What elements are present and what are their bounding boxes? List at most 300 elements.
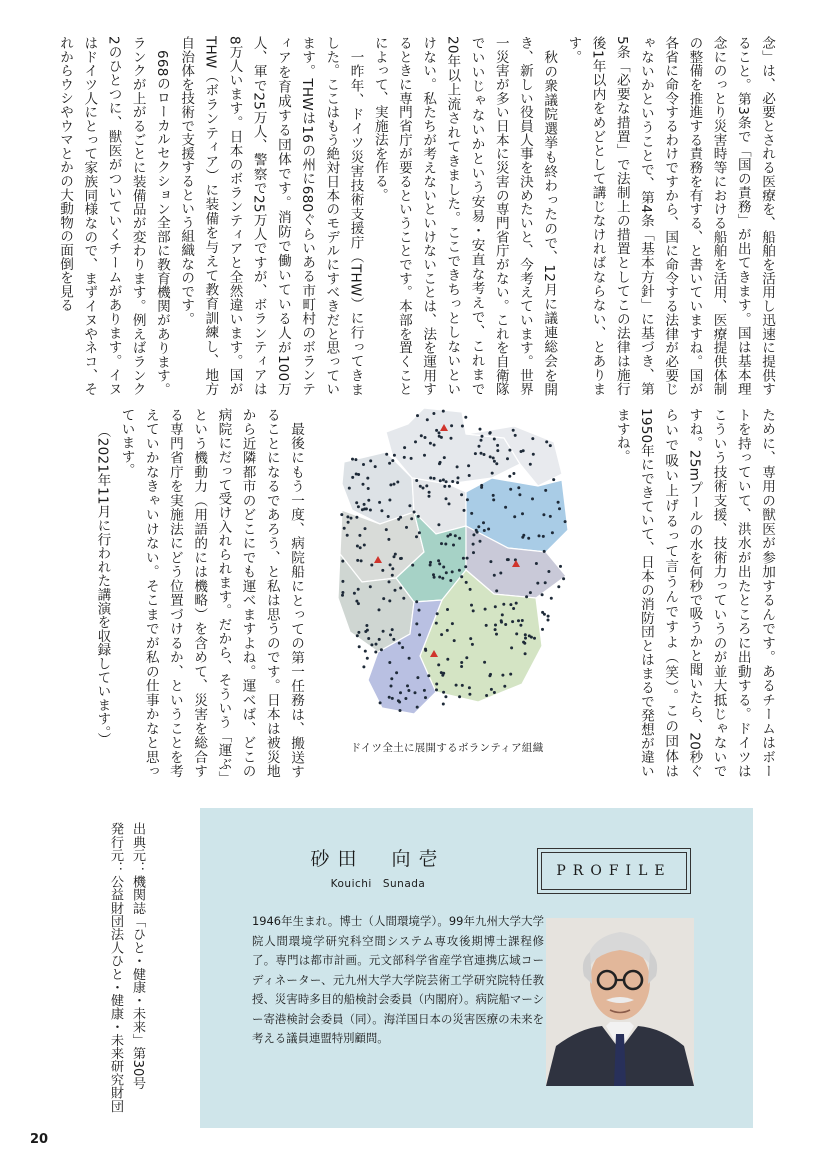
map-location-dot [435,683,438,686]
map-location-dot [382,630,385,633]
profile-label: PROFILE [537,848,691,894]
map-location-dot [399,557,402,560]
map-location-dot [366,657,369,660]
map-location-dot [474,452,477,455]
map-location-dot [408,504,411,507]
map-location-dot [364,527,367,530]
map-location-dot [495,633,498,636]
map-location-dot [416,414,419,417]
map-location-dot [405,526,408,529]
map-location-dot [446,608,449,611]
map-location-dot [389,633,392,636]
map-location-dot [517,619,520,622]
map-location-dot [353,592,356,595]
map-location-dot [374,651,377,654]
map-location-dot [423,454,426,457]
map-location-dot [508,475,511,478]
map-location-dot [357,505,360,508]
map-location-dot [544,581,547,584]
map-location-dot [456,465,459,468]
map-location-dot [496,449,499,452]
map-location-dot [446,629,449,632]
map-location-dot [351,476,354,479]
map-location-dot [456,481,459,484]
map-location-dot [547,615,550,618]
map-location-dot [487,528,490,531]
map-location-dot [398,642,401,645]
map-location-dot [452,544,455,547]
map-location-dot [379,701,382,704]
map-location-dot [437,559,440,562]
map-location-dot [375,643,378,646]
map-location-dot [438,431,441,434]
map-location-dot [483,661,486,664]
map-location-dot [493,574,496,577]
map-location-dot [489,455,492,458]
map-location-dot [381,569,384,572]
map-location-dot [362,483,365,486]
map-location-dot [438,462,441,465]
map-location-dot [366,477,369,480]
map-location-dot [541,593,544,596]
map-location-dot [404,697,407,700]
map-location-dot [547,619,550,622]
map-location-dot [357,473,360,476]
map-location-dot [493,691,496,694]
page-number: 20 [30,1132,49,1147]
map-location-dot [509,603,512,606]
map-location-dot [351,458,354,461]
map-location-dot [401,646,404,649]
map-location-dot [378,638,381,641]
map-location-dot [549,444,552,447]
map-location-dot [367,487,370,490]
map-location-dot [399,691,402,694]
map-location-dot [441,577,444,580]
map-location-dot [446,658,449,661]
map-location-dot [433,576,436,579]
map-location-dot [440,542,443,545]
map-location-dot [480,439,483,442]
map-location-dot [512,429,515,432]
map-location-dot [359,546,362,549]
map-location-dot [358,534,361,537]
map-location-dot [394,553,397,556]
map-location-dot [480,452,483,455]
map-location-dot [399,709,402,712]
map-location-dot [355,600,358,603]
map-location-dot [423,689,426,692]
map-location-dot [424,696,427,699]
map-location-dot [362,463,365,466]
map-location-dot [366,629,369,632]
map-location-dot [418,609,421,612]
map-location-dot [489,560,492,563]
source-publication: 出典元：機関誌「ひと・健康・未来」第30号 [130,822,145,1090]
map-location-dot [399,587,402,590]
map-location-dot [466,498,469,501]
map-location-dot [418,633,421,636]
map-location-dot [547,570,550,573]
map-location-dot [521,619,524,622]
lecture-credit: （2021年11月に行われた講演を収録しています。） [94,424,111,747]
map-location-dot [388,580,391,583]
map-location-dot [488,674,491,677]
map-location-dot [435,688,438,691]
map-location-dot [509,673,512,676]
map-location-dot [533,637,536,640]
map-location-dot [524,652,527,655]
map-location-dot [398,701,401,704]
map-location-dot [369,509,372,512]
paragraph: 秋の衆議院選挙も終わったので、12月に議連総会を開き、新しい役員人事を決めたいと、今考えています。世界一災害が多い日本に災害の専門省庁がない。これを自衛隊でいいじゃないかという安易・安直な考えで、これまで20年以上流されてきました。ここできちっとしないといけない。私たちが考えないといけないことは、法を運用するときに専門省庁が要るということです。本部を置くことによって、実施法を作る。 [371,36,558,396]
map-location-dot [443,485,446,488]
map-location-dot [392,638,395,641]
map-location-dot [503,685,506,688]
map-location-dot [450,437,453,440]
map-location-dot [388,661,391,664]
map-location-dot [410,517,413,520]
map-location-dot [436,612,439,615]
map-location-dot [495,462,498,465]
map-location-dot [477,525,480,528]
map-location-dot [468,693,471,696]
map-location-dot [341,591,344,594]
map-location-dot [393,483,396,486]
map-location-dot [451,570,454,573]
map-location-dot [458,695,461,698]
map-location-dot [341,594,344,597]
map-location-dot [420,434,423,437]
map-location-dot [467,464,470,467]
map-location-dot [491,472,494,475]
author-photo [546,918,694,1086]
map-location-dot [549,515,552,518]
map-location-dot [354,458,357,461]
map-location-dot [472,609,475,612]
map-location-dot [485,694,488,697]
map-location-dot [393,454,396,457]
map-location-dot [395,671,398,674]
map-location-dot [429,476,432,479]
map-location-dot [411,564,414,567]
map-location-dot [370,643,373,646]
map-location-dot [437,523,440,526]
map-location-dot [460,661,463,664]
map-location-dot [445,480,448,483]
map-location-dot [413,511,416,514]
map-location-dot [494,605,497,608]
map-location-dot [341,560,344,563]
map-location-dot [501,613,504,616]
map-location-dot [350,517,353,520]
map-location-dot [433,444,436,447]
map-location-dot [424,436,427,439]
map-location-dot [391,574,394,577]
map-location-dot [450,424,453,427]
paragraph: 最後にもう一度、病院船にとっての第一任務は、搬送することになるであろう、と私は思うのです。日本は被災地から近隣都市のどこにでも運べますよね。運べば、どこの病院にだって受け入れられます。だから、そういう「運ぶ」という機動力（用語的には機略）を含めて、災害を総合する専門省庁を実施法にどう位置づけるか、ということを考えていかなきゃいけない。そこまでが私の仕事かなと思っています。 [118,408,304,778]
map-location-dot [443,456,446,459]
map-location-dot [369,585,372,588]
map-caption: ドイツ全土に展開するボランティア組織 [350,742,544,754]
map-location-dot [391,459,394,462]
map-location-dot [557,585,560,588]
map-location-dot [355,516,358,519]
map-location-dot [414,691,417,694]
map-location-dot [419,485,422,488]
map-location-dot [494,624,497,627]
map-location-dot [388,599,391,602]
map-location-dot [483,453,486,456]
map-location-dot [355,501,358,504]
map-location-dot [469,637,472,640]
map-location-dot [433,477,436,480]
map-location-dot [460,575,463,578]
map-location-dot [493,438,496,441]
map-location-dot [504,506,507,509]
map-location-dot [502,603,505,606]
article-text-middle-left [90,408,308,778]
map-location-dot [365,624,368,627]
map-location-dot [479,428,482,431]
author-name-romaji: Kouichi Sunada [330,878,426,890]
map-location-dot [462,557,465,560]
map-location-dot [387,538,390,541]
map-location-dot [394,589,397,592]
map-location-dot [470,604,473,607]
map-location-dot [461,425,464,428]
map-location-dot [471,643,474,646]
map-location-dot [369,459,372,462]
map-location-dot [346,515,349,518]
author-bio: 1946年生まれ。博士（人間環境学）。99年九州大学大学院人間環境学研究科空間システム専攻後期博士課程修了。専門は都市計画。元文部科学省産学官連携広域コーディネーター、元九州大学大学院芸術工学研究院特任教授、災害時多目的船検討会委員（内閣府）。病院船マーシー寄港検討会委員（同）。海洋国日本の災害医療の未来を考える議員連盟特別顧問。 [252,914,544,1045]
map-location-dot [460,493,463,496]
map-location-dot [512,607,515,610]
map-location-dot [357,602,360,605]
map-location-dot [492,498,495,501]
map-location-dot [519,624,522,627]
map-location-dot [442,478,445,481]
map-location-dot [429,561,432,564]
map-location-dot [387,515,390,518]
map-location-dot [389,563,392,566]
map-location-dot [378,501,381,504]
map-location-dot [341,580,344,583]
map-location-dot [529,463,532,466]
article-text-top [44,36,779,396]
map-location-dot [558,507,561,510]
map-location-dot [544,489,547,492]
map-location-dot [365,507,368,510]
map-location-dot [527,537,530,540]
profile-box [200,808,753,1128]
map-location-dot [415,622,418,625]
map-location-dot [481,435,484,438]
map-location-dot [507,558,510,561]
map-location-dot [515,632,518,635]
map-location-dot [454,534,457,537]
map-location-dot [444,695,447,698]
map-location-dot [482,521,485,524]
map-location-dot [425,484,428,487]
map-location-dot [442,703,445,706]
map-location-dot [367,499,370,502]
article-text-middle-right [579,408,779,778]
map-location-dot [512,472,515,475]
map-location-dot [493,460,496,463]
map-location-dot [513,515,516,518]
map-location-dot [514,434,517,437]
map-location-dot [559,565,562,568]
map-location-dot [492,457,495,460]
map-location-dot [385,528,388,531]
map-location-dot [509,488,512,491]
map-location-dot [385,453,388,456]
map-location-dot [461,684,464,687]
map-location-dot [432,412,435,415]
map-location-dot [406,684,409,687]
map-location-dot [483,529,486,532]
map-location-dot [356,559,359,562]
map-location-dot [416,706,419,709]
map-location-dot [523,642,526,645]
map-location-dot [490,688,493,691]
map-location-dot [524,633,527,636]
map-location-dot [416,676,419,679]
map-location-dot [393,555,396,558]
map-location-dot [410,457,413,460]
map-location-dot [525,595,528,598]
map-location-dot [429,564,432,567]
map-location-dot [340,513,343,516]
map-location-dot [484,608,487,611]
map-location-dot [522,449,525,452]
map-location-dot [390,677,393,680]
map-location-dot [506,457,509,460]
map-location-dot [535,562,538,565]
map-location-dot [449,579,452,582]
map-location-dot [364,650,367,653]
map-location-dot [504,623,507,626]
map-location-dot [449,533,452,536]
map-location-dot [343,527,346,530]
map-location-dot [468,474,471,477]
map-location-dot [356,545,359,548]
germany-map-figure [316,402,578,758]
map-location-dot [426,418,429,421]
map-location-dot [415,600,418,603]
map-location-dot [429,442,432,445]
map-location-dot [396,481,399,484]
map-location-dot [475,529,478,532]
map-location-dot [453,639,456,642]
map-location-dot [439,479,442,482]
map-location-dot [543,550,546,553]
map-location-dot [417,515,420,518]
map-location-dot [496,444,499,447]
map-location-dot [464,565,467,568]
map-location-dot [357,588,360,591]
map-location-dot [435,622,438,625]
map-location-dot [403,446,406,449]
map-location-dot [564,520,567,523]
map-location-dot [380,648,383,651]
paragraph: 念」は、必要とされる医療を、船舶を活用し迅速に提供すること。第3条で「国の責務」が出てきます。国は基本理念にのっとり災害時等における船舶を活用、医療提供体制の整備を推進する責務を有する、と書いていますね。国が各省に命令するわけですから、国に命令する法律が必要じゃないかということで、第4条「基本方針」に基づき、第5条「必要な措置」で法制上の措置としてこの法律は施行後1年以内をめどとして講じなければならない、とあります。 [565,36,775,396]
map-location-dot [468,686,471,689]
map-location-dot [485,624,488,627]
map-location-dot [442,410,445,413]
map-location-dot [458,537,461,540]
map-location-dot [542,535,545,538]
map-location-dot [428,495,431,498]
map-location-dot [440,633,443,636]
paragraph: 一昨年、ドイツ災害技術支援庁（THW）に行ってきました。ここはもう絶対日本のモデルにすべきだと思っています。THWは16の州に680ぐらいある市町村のボランティアを育成する団体です。消防で働いている人が100万人、軍で25万人、警察で25万人ですが、ボランティアは8万人います。日本のボランティアと全然違います。国がTHW（ボランティア）に装備を与えて教育訓練し、地方自治体を技術で支援するという組織なのです。 [178,36,364,396]
map-location-dot [424,648,427,651]
paragraph: 668のローカルセクション全部に教育機関があります。ランクが上がるごとに装備品が変わります。例えばランク2のひとつに、獣医がついていくチームがあります。イヌはドイツ人にとって家族同様なので、まずイヌやネコ、それからウシやウマとかの大動物の面倒を見る [57,36,170,396]
map-location-dot [442,566,445,569]
map-location-dot [492,494,495,497]
map-location-dot [465,581,468,584]
map-location-dot [390,685,393,688]
map-location-dot [422,487,425,490]
map-location-dot [361,508,364,511]
map-location-dot [438,435,441,438]
map-location-dot [457,476,460,479]
map-location-dot [530,636,533,639]
map-location-dot [479,540,482,543]
map-location-dot [464,416,467,419]
map-location-dot [466,557,469,560]
map-location-dot [435,429,438,432]
map-location-dot [541,611,544,614]
map-location-dot [438,576,441,579]
map-location-dot [531,497,534,500]
map-location-dot [363,503,366,506]
map-location-dot [451,622,454,625]
map-location-dot [442,691,445,694]
map-location-dot [445,497,448,500]
map-location-dot [550,597,553,600]
map-location-dot [427,674,430,677]
map-location-dot [374,465,377,468]
map-location-dot [551,531,554,534]
map-location-dot [388,696,391,699]
map-location-dot [382,597,385,600]
map-location-dot [448,485,451,488]
map-location-dot [562,577,565,580]
map-location-dot [499,572,502,575]
map-location-dot [521,512,524,515]
map-location-dot [418,531,421,534]
map-location-dot [517,486,520,489]
map-location-dot [536,582,539,585]
map-location-dot [552,478,555,481]
map-location-dot [489,431,492,434]
map-location-dot [363,544,366,547]
map-location-dot [511,620,514,623]
map-location-dot [402,597,405,600]
map-location-dot [415,479,418,482]
map-location-dot [360,559,363,562]
map-location-dot [501,674,504,677]
map-location-dot [508,449,511,452]
map-location-dot [362,665,365,668]
map-location-dot [356,634,359,637]
map-location-dot [403,456,406,459]
map-location-dot [370,564,373,567]
map-location-dot [510,646,513,649]
map-location-dot [521,536,524,539]
